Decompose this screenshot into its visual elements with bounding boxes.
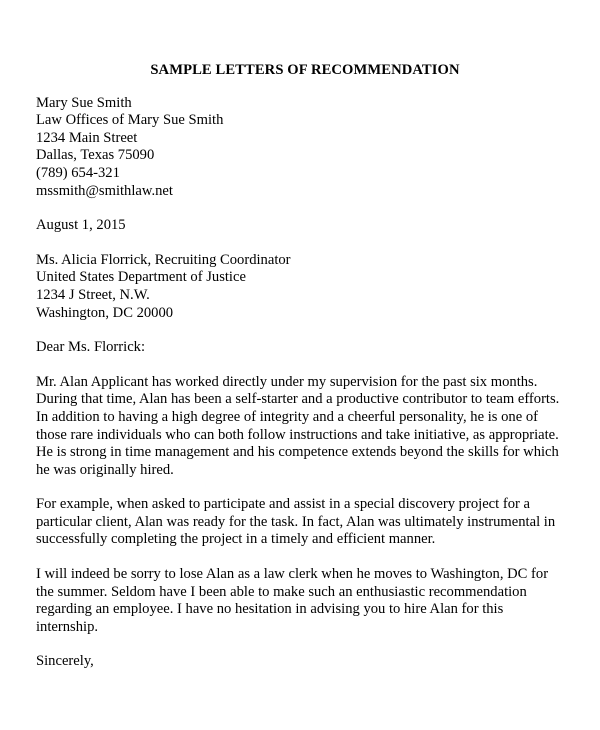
recipient-organization: United States Department of Justice	[36, 269, 246, 286]
document-title: SAMPLE LETTERS OF RECOMMENDATION	[150, 62, 460, 78]
salutation: Dear Ms. Florrick:	[36, 339, 146, 356]
sender-street: 1234 Main Street	[36, 129, 138, 146]
sender-city: Dallas, Texas 75090	[36, 147, 155, 164]
sender-email: mssmith@smithlaw.net	[36, 182, 173, 199]
sender-phone: (789) 654-321	[36, 164, 120, 181]
paragraph-line: During that time, Alan has been a self-starter and a productive contributor to team efforts.	[36, 391, 560, 408]
paragraph-line: I will indeed be sorry to lose Alan as a law clerk when he moves to Washington, DC for	[36, 566, 549, 583]
paragraph-line: regarding an employee. I have no hesitation in advising you to hire Alan for this	[36, 601, 504, 618]
recipient-address	[36, 252, 570, 322]
body-paragraph-2	[36, 496, 570, 549]
paragraph-line: Mr. Alan Applicant has worked directly under my supervision for the past six months.	[36, 373, 538, 390]
letter-date: August 1, 2015	[36, 217, 126, 234]
paragraph-line: the summer. Seldom have I been able to make such an enthusiastic recommendation	[36, 583, 527, 600]
body-paragraph-1	[36, 374, 570, 480]
sender-firm: Law Offices of Mary Sue Smith	[36, 112, 224, 129]
paragraph-line: For example, when asked to participate and assist in a special discovery project for a	[36, 496, 530, 513]
paragraph-line: he was originally hired.	[36, 461, 174, 478]
recipient-name: Ms. Alicia Florrick, Recruiting Coordinator	[36, 251, 291, 268]
paragraph-line: He is strong in time management and his competence extends beyond the skills for which	[36, 444, 559, 461]
paragraph-line: In addition to having a high degree of integrity and a cheerful personality, he is one of	[36, 408, 538, 425]
paragraph-line: successfully completing the project in a timely and efficient manner.	[36, 531, 436, 548]
recipient-street: 1234 J Street, N.W.	[36, 286, 150, 303]
sender-address	[36, 95, 570, 201]
closing: Sincerely,	[36, 653, 94, 670]
paragraph-line: particular client, Alan was ready for the task. In fact, Alan was ultimately instrumental in	[36, 513, 556, 530]
paragraph-line: internship.	[36, 618, 99, 635]
body-paragraph-3	[36, 566, 570, 636]
recipient-city: Washington, DC 20000	[36, 304, 174, 321]
paragraph-line: those rare individuals who can both follow instructions and take initiative, as appropriate.	[36, 426, 559, 443]
sender-name: Mary Sue Smith	[36, 94, 132, 111]
